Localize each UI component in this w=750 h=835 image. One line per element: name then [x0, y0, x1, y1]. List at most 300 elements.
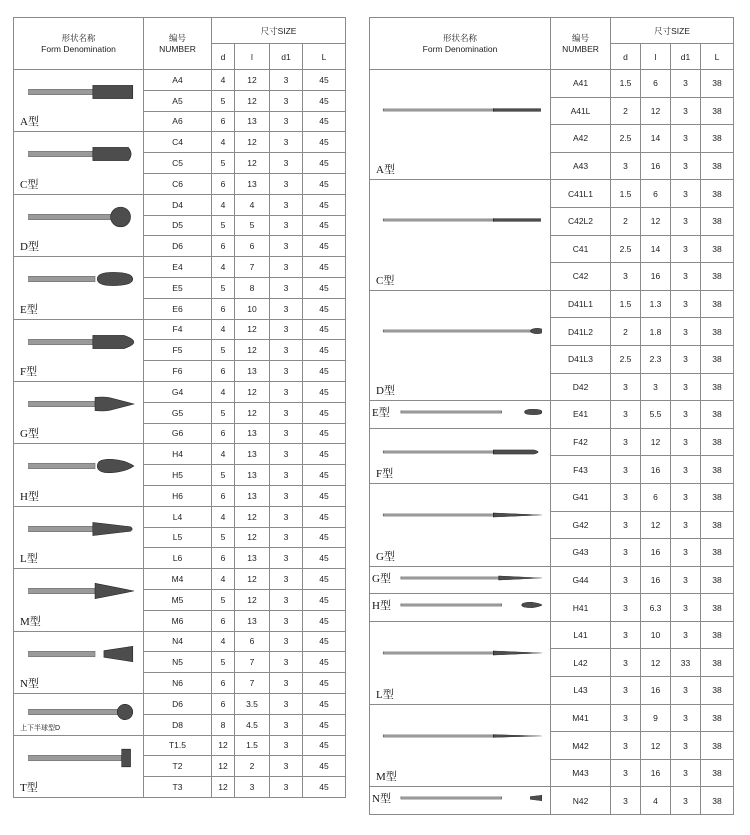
part-number-cell: H5 — [144, 465, 212, 486]
diameter-cell: 4 — [212, 319, 235, 340]
overall-length-cell: 45 — [303, 402, 346, 423]
shank-diameter-cell: 3 — [671, 677, 701, 705]
shank-diameter-cell: 3 — [270, 631, 303, 652]
tool-head — [531, 328, 542, 334]
length-cell: 13 — [235, 465, 270, 486]
part-number-cell: A4 — [144, 70, 212, 91]
diameter-cell: 3 — [611, 483, 641, 511]
length-cell: 1.5 — [235, 735, 270, 756]
diameter-cell: 6 — [212, 173, 235, 194]
overall-length-cell: 45 — [303, 298, 346, 319]
shank-diameter-cell: 3 — [671, 428, 701, 456]
shank-diameter-cell: 3 — [270, 714, 303, 735]
table-row — [14, 132, 346, 153]
diameter-cell: 6 — [212, 298, 235, 319]
diameter-cell: 3 — [611, 566, 641, 594]
shank-diameter-cell: 3 — [671, 207, 701, 235]
part-number-cell: N6 — [144, 673, 212, 694]
tool-head — [97, 273, 133, 286]
shank-diameter-cell: 3 — [270, 257, 303, 278]
diameter-cell: 3 — [611, 759, 641, 787]
tool-shank — [28, 709, 121, 715]
tool-shape-cell — [14, 381, 144, 443]
tool-shank — [28, 152, 95, 158]
part-number-cell: F6 — [144, 361, 212, 382]
tool-silhouette-icon — [24, 701, 135, 723]
tool-shank — [28, 276, 95, 282]
overall-length-cell: 38 — [701, 483, 734, 511]
shank-diameter-cell: 3 — [671, 787, 701, 815]
length-cell: 12 — [641, 207, 671, 235]
length-cell: 6 — [641, 483, 671, 511]
tool-image — [380, 729, 542, 743]
tool-shape-cell — [370, 401, 551, 429]
length-cell: 16 — [641, 263, 671, 291]
length-cell: 12 — [235, 527, 270, 548]
overall-length-cell: 45 — [303, 194, 346, 215]
table-row — [370, 483, 734, 511]
tool-type-label: D型 — [20, 241, 39, 254]
tool-shape-cell — [370, 428, 551, 483]
length-cell: 3 — [235, 777, 270, 798]
diameter-cell: 4 — [212, 506, 235, 527]
diameter-cell: 3 — [611, 373, 641, 401]
tool-image — [24, 643, 135, 665]
header-number-cn: 编号 — [168, 32, 186, 43]
diameter-cell: 6 — [212, 548, 235, 569]
tool-head — [493, 651, 542, 655]
length-cell: 1.3 — [641, 290, 671, 318]
overall-length-cell: 45 — [303, 132, 346, 153]
tool-shape-cell — [370, 483, 551, 566]
tool-type-label: N型 — [20, 677, 39, 690]
overall-length-cell: 45 — [303, 527, 346, 548]
col-l-header: l — [235, 44, 270, 70]
header-name-en: Form Denomination — [422, 43, 498, 54]
length-cell: 13 — [235, 610, 270, 631]
tool-silhouette-icon — [24, 747, 135, 769]
part-number-cell: A41L — [551, 97, 611, 125]
table-row — [370, 70, 734, 98]
shank-diameter-cell: 3 — [270, 423, 303, 444]
length-cell: 12 — [235, 589, 270, 610]
tool-type-label: C型 — [20, 178, 39, 191]
overall-length-cell: 38 — [701, 677, 734, 705]
tool-silhouette-icon — [24, 143, 135, 165]
shank-diameter-cell: 3 — [671, 373, 701, 401]
part-number-cell: G4 — [144, 381, 212, 402]
shank-diameter-cell: 3 — [270, 548, 303, 569]
shank-diameter-cell: 3 — [270, 673, 303, 694]
diameter-cell: 5 — [212, 652, 235, 673]
tool-shank — [28, 339, 95, 345]
tool-image — [380, 324, 542, 338]
tool-head — [117, 705, 133, 720]
shank-diameter-cell: 3 — [671, 704, 701, 732]
part-number-cell: E4 — [144, 257, 212, 278]
table-row — [14, 444, 346, 465]
shank-diameter-cell: 3 — [671, 511, 701, 539]
tool-head — [522, 602, 542, 608]
tool-type-label: C型 — [376, 274, 395, 287]
tool-shank — [28, 588, 95, 594]
shank-diameter-cell: 3 — [270, 777, 303, 798]
tool-image — [24, 580, 135, 602]
table-row — [370, 787, 734, 815]
diameter-cell: 6 — [212, 111, 235, 132]
overall-length-cell: 45 — [303, 70, 346, 91]
length-cell: 10 — [235, 298, 270, 319]
shank-diameter-cell: 3 — [270, 132, 303, 153]
tool-shape-cell — [14, 319, 144, 381]
part-number-cell: A6 — [144, 111, 212, 132]
tool-image — [380, 103, 542, 117]
overall-length-cell: 45 — [303, 506, 346, 527]
length-cell: 12 — [641, 732, 671, 760]
length-cell: 6 — [641, 70, 671, 98]
diameter-cell: 5 — [212, 277, 235, 298]
diameter-cell: 2.5 — [611, 345, 641, 373]
part-number-cell: D8 — [144, 714, 212, 735]
length-cell: 5.5 — [641, 401, 671, 429]
tool-head — [493, 513, 542, 517]
shank-diameter-cell: 3 — [270, 70, 303, 91]
overall-length-cell: 45 — [303, 652, 346, 673]
table-row — [14, 631, 346, 652]
form-denomination-header — [14, 18, 144, 70]
diameter-cell: 2.5 — [611, 125, 641, 153]
table-row — [370, 566, 734, 594]
tool-head — [493, 219, 540, 222]
diameter-cell: 6 — [212, 423, 235, 444]
overall-length-cell: 38 — [701, 649, 734, 677]
tool-type-label: T型 — [20, 781, 38, 794]
overall-length-cell: 38 — [701, 539, 734, 567]
tool-shape-cell — [370, 180, 551, 290]
tool-shank — [383, 219, 496, 221]
tool-head — [97, 460, 134, 473]
part-number-cell: G44 — [551, 566, 611, 594]
table-row — [370, 621, 734, 649]
shank-diameter-cell: 3 — [671, 539, 701, 567]
tool-image — [398, 598, 542, 612]
length-cell: 2 — [235, 756, 270, 777]
diameter-cell: 3 — [611, 621, 641, 649]
diameter-cell: 3 — [611, 732, 641, 760]
tool-silhouette-icon — [380, 103, 542, 117]
tool-type-label: E型 — [372, 407, 390, 420]
overall-length-cell: 38 — [701, 704, 734, 732]
part-number-cell: C5 — [144, 153, 212, 174]
part-number-cell: D6 — [144, 693, 212, 714]
diameter-cell: 3 — [611, 787, 641, 815]
overall-length-cell: 38 — [701, 566, 734, 594]
tool-head — [493, 450, 538, 454]
tool-type-label: F型 — [20, 365, 38, 378]
tool-shank — [383, 514, 496, 516]
shank-diameter-cell: 3 — [270, 527, 303, 548]
tool-image — [24, 206, 135, 228]
shank-diameter-cell: 3 — [270, 402, 303, 423]
tool-shape-cell — [370, 594, 551, 622]
overall-length-cell: 38 — [701, 263, 734, 291]
length-cell: 13 — [235, 361, 270, 382]
table-row — [370, 594, 734, 622]
length-cell: 12 — [641, 428, 671, 456]
overall-length-cell: 45 — [303, 173, 346, 194]
tool-head — [93, 148, 131, 161]
tool-silhouette-icon — [398, 598, 542, 612]
tool-type-label: H型 — [20, 490, 39, 503]
length-cell: 7 — [235, 257, 270, 278]
diameter-cell: 4 — [212, 70, 235, 91]
tool-type-label: A型 — [20, 116, 39, 129]
tool-head — [493, 735, 542, 738]
length-cell: 8 — [235, 277, 270, 298]
length-cell: 16 — [641, 539, 671, 567]
tool-shape-cell — [370, 566, 551, 594]
col-d1-header: d1 — [270, 44, 303, 70]
tool-head — [111, 207, 131, 227]
tool-shape-cell — [370, 70, 551, 180]
overall-length-cell: 38 — [701, 401, 734, 429]
header-name-cn: 形状名称 — [61, 32, 96, 43]
overall-length-cell: 38 — [701, 345, 734, 373]
overall-length-cell: 45 — [303, 381, 346, 402]
col-L-header: L — [701, 44, 734, 70]
overall-length-cell: 45 — [303, 361, 346, 382]
tool-head — [95, 583, 134, 598]
tool-image — [380, 508, 542, 522]
diameter-cell: 8 — [212, 714, 235, 735]
length-cell: 12 — [235, 132, 270, 153]
length-cell: 6 — [641, 180, 671, 208]
shank-diameter-cell: 3 — [671, 125, 701, 153]
size-header: 尺寸SIZE — [212, 18, 346, 44]
part-number-cell: D41L3 — [551, 345, 611, 373]
diameter-cell: 3 — [611, 428, 641, 456]
header-name-en: Form Denomination — [41, 43, 116, 54]
length-cell: 12 — [235, 153, 270, 174]
tool-head — [93, 522, 132, 535]
length-cell: 3 — [641, 373, 671, 401]
header-number-en: NUMBER — [562, 43, 599, 54]
part-number-cell: M42 — [551, 732, 611, 760]
shank-diameter-cell: 3 — [270, 298, 303, 319]
tool-type-label: G型 — [376, 550, 395, 563]
length-cell: 12 — [235, 319, 270, 340]
shank-diameter-cell: 3 — [671, 594, 701, 622]
header-number-en: NUMBER — [159, 43, 196, 54]
overall-length-cell: 38 — [701, 759, 734, 787]
tool-silhouette-icon — [380, 213, 542, 227]
shank-diameter-cell: 3 — [671, 97, 701, 125]
table-row — [370, 180, 734, 208]
overall-length-cell: 45 — [303, 153, 346, 174]
tool-image — [24, 455, 135, 477]
diameter-cell: 6 — [212, 361, 235, 382]
length-cell: 4.5 — [235, 714, 270, 735]
part-number-cell: G41 — [551, 483, 611, 511]
tool-silhouette-icon — [380, 324, 542, 338]
diameter-cell: 3 — [611, 263, 641, 291]
diameter-cell: 3 — [611, 152, 641, 180]
table-row — [14, 735, 346, 756]
tool-shank — [383, 652, 496, 654]
shank-diameter-cell: 3 — [671, 152, 701, 180]
table-row — [370, 428, 734, 456]
length-cell: 16 — [641, 759, 671, 787]
overall-length-cell: 38 — [701, 511, 734, 539]
length-cell: 12 — [235, 90, 270, 111]
table-row — [14, 70, 346, 91]
table-row — [370, 704, 734, 732]
shank-diameter-cell: 3 — [270, 756, 303, 777]
left-spec-table — [13, 17, 346, 798]
length-cell: 12 — [235, 569, 270, 590]
tool-image — [380, 646, 542, 660]
tool-shank — [383, 329, 532, 331]
length-cell: 12 — [641, 511, 671, 539]
tool-shape-cell — [14, 132, 144, 194]
diameter-cell: 3 — [611, 456, 641, 484]
tool-shape-cell — [14, 444, 144, 506]
diameter-cell: 2 — [611, 207, 641, 235]
part-number-cell: G42 — [551, 511, 611, 539]
shank-diameter-cell: 3 — [270, 215, 303, 236]
shank-diameter-cell: 3 — [270, 569, 303, 590]
overall-length-cell: 45 — [303, 90, 346, 111]
overall-length-cell: 38 — [701, 318, 734, 346]
form-denomination-header — [370, 18, 551, 70]
diameter-cell: 4 — [212, 631, 235, 652]
part-number-cell: C4 — [144, 132, 212, 153]
overall-length-cell: 38 — [701, 180, 734, 208]
part-number-cell: L42 — [551, 649, 611, 677]
length-cell: 14 — [641, 125, 671, 153]
col-d-header: d — [611, 44, 641, 70]
shank-diameter-cell: 3 — [270, 381, 303, 402]
overall-length-cell: 45 — [303, 610, 346, 631]
tool-silhouette-icon — [24, 393, 135, 415]
diameter-cell: 4 — [212, 444, 235, 465]
shank-diameter-cell: 3 — [671, 566, 701, 594]
shank-diameter-cell: 3 — [671, 180, 701, 208]
shank-diameter-cell: 3 — [671, 621, 701, 649]
col-l-header: l — [641, 44, 671, 70]
part-number-cell: M41 — [551, 704, 611, 732]
tool-silhouette-icon — [398, 571, 542, 585]
tool-silhouette-icon — [24, 81, 135, 103]
length-cell: 6.3 — [641, 594, 671, 622]
tool-silhouette-icon — [24, 455, 135, 477]
table-row — [14, 506, 346, 527]
overall-length-cell: 45 — [303, 277, 346, 298]
tool-image — [398, 571, 542, 585]
length-cell: 9 — [641, 704, 671, 732]
tool-silhouette-icon — [380, 508, 542, 522]
diameter-cell: 4 — [212, 194, 235, 215]
length-cell: 12 — [235, 340, 270, 361]
tool-shank — [28, 89, 95, 95]
tool-shape-cell — [14, 631, 144, 693]
table-row — [370, 290, 734, 318]
table-row — [14, 569, 346, 590]
tool-shank — [401, 411, 502, 413]
part-number-cell: G5 — [144, 402, 212, 423]
tool-type-label: 上下半球型D — [20, 724, 61, 732]
number-header — [144, 18, 212, 70]
shank-diameter-cell: 33 — [671, 649, 701, 677]
part-number-cell: F4 — [144, 319, 212, 340]
shank-diameter-cell: 3 — [270, 485, 303, 506]
overall-length-cell: 45 — [303, 215, 346, 236]
diameter-cell: 5 — [212, 527, 235, 548]
overall-length-cell: 45 — [303, 444, 346, 465]
length-cell: 1.8 — [641, 318, 671, 346]
shank-diameter-cell: 3 — [270, 319, 303, 340]
shank-diameter-cell: 3 — [270, 444, 303, 465]
part-number-cell: T3 — [144, 777, 212, 798]
overall-length-cell: 38 — [701, 152, 734, 180]
length-cell: 12 — [235, 381, 270, 402]
diameter-cell: 1.5 — [611, 180, 641, 208]
part-number-cell: H41 — [551, 594, 611, 622]
part-number-cell: L43 — [551, 677, 611, 705]
diameter-cell: 12 — [212, 735, 235, 756]
tool-type-label: A型 — [376, 164, 395, 177]
part-number-cell: D6 — [144, 236, 212, 257]
tool-shape-cell — [370, 787, 551, 815]
shank-diameter-cell: 3 — [671, 235, 701, 263]
part-number-cell: C6 — [144, 173, 212, 194]
overall-length-cell: 45 — [303, 319, 346, 340]
part-number-cell: D42 — [551, 373, 611, 401]
length-cell: 16 — [641, 677, 671, 705]
diameter-cell: 4 — [212, 132, 235, 153]
part-number-cell: E5 — [144, 277, 212, 298]
tool-shank — [28, 651, 95, 657]
table-row — [14, 693, 346, 714]
diameter-cell: 3 — [611, 539, 641, 567]
diameter-cell: 3 — [611, 677, 641, 705]
tool-type-label: L型 — [20, 553, 38, 566]
tool-shape-cell — [14, 70, 144, 132]
diameter-cell: 2 — [611, 97, 641, 125]
part-number-cell: E41 — [551, 401, 611, 429]
length-cell: 14 — [641, 235, 671, 263]
overall-length-cell: 38 — [701, 428, 734, 456]
diameter-cell: 5 — [212, 589, 235, 610]
length-cell: 13 — [235, 111, 270, 132]
part-number-cell: C41 — [551, 235, 611, 263]
length-cell: 6 — [235, 236, 270, 257]
part-number-cell: H4 — [144, 444, 212, 465]
overall-length-cell: 45 — [303, 569, 346, 590]
part-number-cell: D41L2 — [551, 318, 611, 346]
shank-diameter-cell: 3 — [270, 506, 303, 527]
part-number-cell: C41L1 — [551, 180, 611, 208]
diameter-cell: 6 — [212, 485, 235, 506]
overall-length-cell: 38 — [701, 456, 734, 484]
shank-diameter-cell: 3 — [671, 263, 701, 291]
part-number-cell: N4 — [144, 631, 212, 652]
tool-head — [122, 749, 131, 767]
length-cell: 16 — [641, 456, 671, 484]
diameter-cell: 2.5 — [611, 235, 641, 263]
tool-silhouette-icon — [24, 518, 135, 540]
overall-length-cell: 45 — [303, 756, 346, 777]
